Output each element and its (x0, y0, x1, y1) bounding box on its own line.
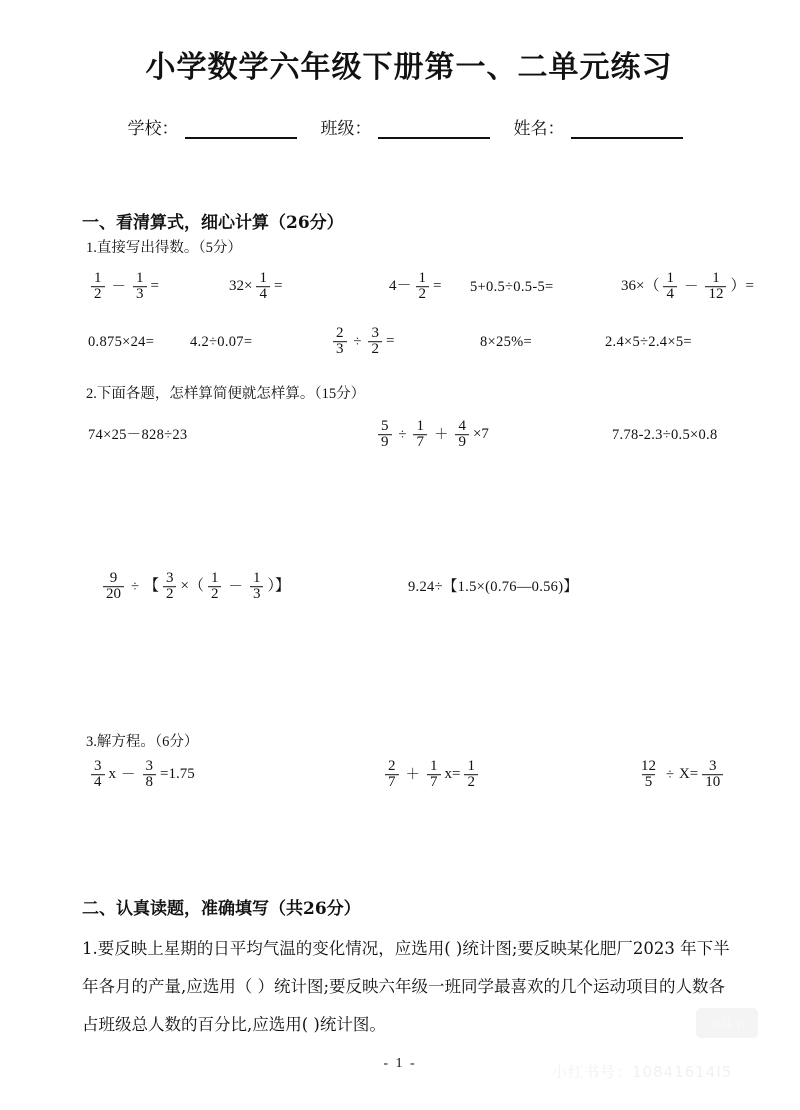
fraction (427, 759, 441, 791)
math-text: ×7 (472, 426, 489, 443)
fraction-denominator: 2 (91, 287, 105, 303)
equation-item-3 (635, 759, 726, 791)
fraction (163, 571, 177, 603)
simplify-item-1: 74×25－828÷23 (88, 426, 188, 443)
fraction-denominator: 2 (208, 587, 222, 603)
fraction-numerator: 2 (388, 758, 396, 775)
student-info-row (0, 114, 800, 139)
fraction-numerator: 3 (709, 758, 717, 775)
section1-q1-instruction: 1.直接写出得数。（5分） (86, 240, 242, 256)
fraction (103, 571, 124, 603)
field-name-label: 姓名： (513, 119, 565, 138)
fraction (702, 759, 723, 791)
fraction-denominator: 7 (427, 775, 441, 791)
fraction (455, 419, 469, 451)
fraction (250, 571, 264, 603)
fraction-numerator: 3 (371, 325, 379, 342)
fraction (208, 571, 222, 603)
mental-math-item-4: 5+0.5÷0.5-5= (470, 278, 554, 295)
math-text: X= (678, 766, 699, 783)
fraction (413, 419, 427, 451)
fraction (333, 326, 347, 358)
fraction (663, 271, 677, 303)
math-operator: ＋ (433, 426, 449, 443)
math-operator: ÷ (131, 578, 139, 595)
math-text: ）】 (267, 578, 290, 595)
field-class-blank[interactable] (378, 120, 490, 139)
math-operator: － (121, 766, 136, 783)
fraction-denominator: 3 (333, 342, 347, 358)
fraction-numerator: 1 (712, 270, 720, 287)
fraction-denominator: 5 (642, 775, 656, 791)
section1-heading: 一、看清算式，细心计算（26分） (82, 213, 344, 233)
fraction (378, 419, 392, 451)
math-text: = (273, 278, 283, 295)
field-name-blank[interactable] (571, 120, 683, 139)
fraction-numerator: 4 (458, 418, 466, 435)
math-operator: ÷ (353, 333, 362, 350)
math-operator: － (228, 578, 243, 595)
fraction-denominator: 2 (163, 587, 177, 603)
worksheet-page (0, 42, 800, 1110)
fraction-numerator: 1 (136, 270, 144, 287)
mental-math-item-1 (88, 271, 160, 303)
section1-q2-instruction: 2.下面各题，怎样算简便就怎样算。（15分） (86, 386, 366, 402)
simplify-item-1 (100, 571, 291, 603)
equation-item-2 (382, 759, 481, 791)
fraction-denominator: 7 (413, 435, 427, 451)
math-text: =1.75 (160, 766, 195, 783)
fraction-numerator: 3 (145, 758, 153, 775)
fraction (143, 759, 157, 791)
fraction-numerator: 9 (109, 570, 118, 587)
fraction-numerator: 1 (252, 570, 261, 587)
math-operator: － (111, 278, 126, 295)
section2-heading: 二、认真读题，准确填写（共26分） (82, 899, 361, 919)
fraction-denominator: 9 (378, 435, 392, 451)
field-school-blank[interactable] (185, 120, 297, 139)
fraction-numerator: 1 (666, 270, 674, 287)
math-text: x= (444, 766, 461, 783)
field-class (321, 114, 490, 139)
fraction-denominator: 2 (464, 775, 478, 791)
page-number: - 1 - (383, 1056, 417, 1071)
fraction-denominator: 4 (91, 775, 105, 791)
equation-item-1 (88, 759, 196, 791)
fraction-numerator: 1 (416, 418, 424, 435)
math-operator: ＋ (405, 766, 420, 783)
math-text: ×（ (180, 578, 204, 595)
fraction-denominator: 8 (143, 775, 157, 791)
fraction-denominator: 3 (133, 287, 147, 303)
simplify-item-2: 9.24÷【1.5×(0.76—0.56)】 (408, 578, 579, 595)
math-text: = (385, 333, 395, 350)
fraction-numerator: 1 (94, 270, 102, 287)
fraction-denominator: 2 (368, 342, 382, 358)
section2-question-1: 1.要反映上星期的日平均气温的变化情况，应选用( )统计图;要反映某化肥厂2023 年下半年各月的产量,应选用（ ）统计图;要反映六年级一班同学最喜欢的几个运动项目的人数各占班级总人数的百分比,应选用( )统计图。 (82, 939, 730, 1034)
fraction (256, 271, 270, 303)
mental-math-item-5: 2.4×5÷2.4×5= (605, 333, 692, 350)
math-text: 【 (143, 578, 159, 595)
fraction (385, 759, 399, 791)
fraction-numerator: 2 (336, 325, 344, 342)
mental-math-item-2: 4.2÷0.07= (190, 333, 253, 350)
fraction-numerator: 1 (418, 270, 427, 287)
math-text: 32× (229, 278, 253, 295)
section1-q3-instruction: 3.解方程。（6分） (86, 734, 199, 750)
math-operator: － (683, 278, 699, 295)
simplify-item-2 (375, 419, 490, 451)
fraction-denominator: 4 (663, 287, 677, 303)
mental-math-item-5 (620, 271, 755, 303)
page-title: 小学数学六年级下册第一、二单元练习 (145, 50, 673, 85)
math-text: x (108, 766, 116, 783)
watermark-text: 小红书号：10841614I5 (552, 1063, 733, 1081)
field-school (128, 114, 297, 139)
fraction-numerator: 3 (94, 758, 102, 775)
fraction-denominator: 7 (385, 775, 399, 791)
math-text: 36×（ (621, 278, 660, 295)
fraction (638, 759, 659, 791)
fraction-denominator: 20 (103, 587, 124, 603)
fraction-numerator: 1 (430, 758, 438, 775)
fraction (133, 271, 147, 303)
field-name (514, 114, 683, 139)
math-text: 4－ (389, 278, 412, 295)
math-text: = (433, 278, 442, 295)
fraction (91, 271, 105, 303)
mental-math-item-2 (228, 271, 283, 303)
fraction-denominator: 10 (702, 775, 723, 791)
watermark-logo: 小红书 (696, 1008, 758, 1038)
fraction-numerator: 1 (210, 570, 219, 587)
mental-math-item-4: 8×25%= (480, 333, 532, 350)
fraction-denominator: 2 (416, 287, 430, 303)
fraction (705, 271, 726, 303)
fraction-numerator: 3 (165, 570, 174, 587)
math-text: ）= (730, 278, 754, 295)
fraction-denominator: 12 (705, 287, 726, 303)
mental-math-item-3 (330, 326, 395, 358)
simplify-item-3: 7.78-2.3÷0.5×0.8 (612, 426, 718, 443)
fraction (368, 326, 382, 358)
fraction-numerator: 1 (467, 758, 475, 775)
fraction-numerator: 5 (381, 418, 389, 435)
math-text: = (150, 278, 159, 295)
fraction (416, 271, 430, 303)
fraction-numerator: 1 (259, 270, 267, 287)
field-school-label: 学校： (127, 119, 179, 138)
mental-math-item-1: 0.875×24= (88, 333, 155, 350)
fraction (464, 759, 478, 791)
fraction-denominator: 4 (256, 287, 270, 303)
math-operator: ÷ (398, 426, 407, 443)
field-class-label: 班级： (320, 119, 372, 138)
fraction-denominator: 3 (250, 587, 264, 603)
fraction (91, 759, 105, 791)
math-operator: ÷ (666, 766, 674, 783)
mental-math-item-3 (388, 271, 442, 303)
fraction-denominator: 9 (455, 435, 469, 451)
fraction-numerator: 12 (641, 758, 656, 775)
